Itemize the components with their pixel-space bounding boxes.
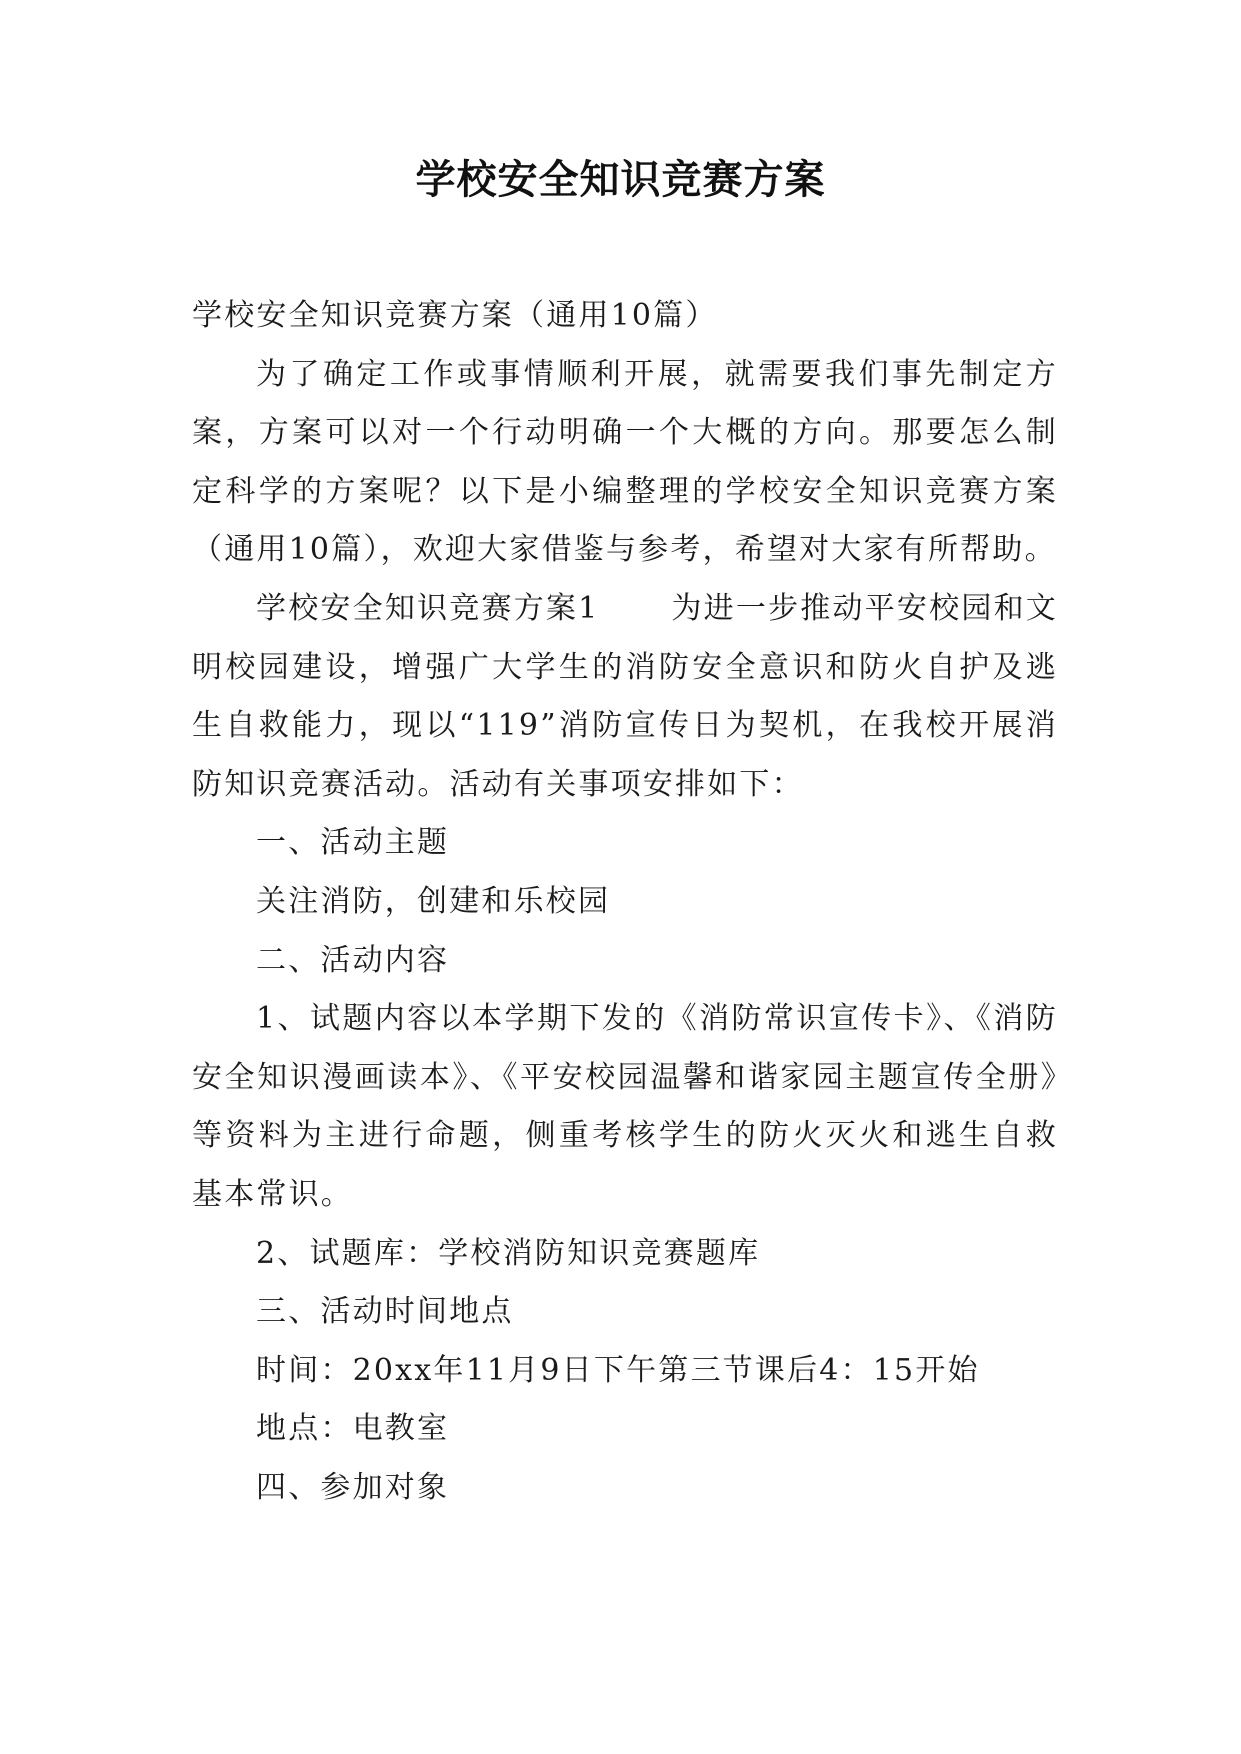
plan1-heading: 学校安全知识竞赛方案1 bbox=[256, 590, 600, 626]
place-line: 地点：电教室 bbox=[256, 1411, 450, 1447]
document-body bbox=[192, 287, 1058, 1517]
plan1-text: 为进一步推动平安校园和文明校园建设，增强广大学生的消防安全意识和防火自护及逃生自救能力，现以“119”消防宣传日为契机，在我校开展消防知识竞赛活动。活动有关事项安排如下： bbox=[192, 590, 1058, 802]
theme-text: 关注消防，创建和乐校园 bbox=[256, 883, 611, 919]
intro-paragraph: 为了确定工作或事情顺利开展，就需要我们事先制定方案，方案可以对一个行动明确一个大概的方向。那要怎么制定科学的方案呢？以下是小编整理的学校安全知识竞赛方案（通用10篇），欢迎大家借鉴与参考，希望对大家有所帮助。 bbox=[192, 356, 1058, 568]
section-heading-content: 二、活动内容 bbox=[256, 942, 450, 978]
document-title: 学校安全知识竞赛方案 bbox=[415, 156, 826, 203]
content-item-1: 1、试题内容以本学期下发的《消防常识宣传卡》、《消防安全知识漫画读本》、《平安校园温馨和谐家园主题宣传全册》等资料为主进行命题，侧重考核学生的防火灭火和逃生自救基本常识。 bbox=[192, 1001, 1058, 1212]
plan1-paragraph bbox=[192, 580, 1058, 814]
section-heading-theme: 一、活动主题 bbox=[256, 825, 450, 861]
time-line: 时间：20xx年11月9日下午第三节课后4：15开始 bbox=[256, 1352, 980, 1388]
section-heading-time-place: 三、活动时间地点 bbox=[256, 1294, 514, 1330]
document-subtitle: 学校安全知识竞赛方案（通用10篇） bbox=[192, 298, 718, 333]
section-heading-participants: 四、参加对象 bbox=[256, 1469, 450, 1505]
content-item-2: 2、试题库：学校消防知识竞赛题库 bbox=[256, 1235, 761, 1271]
